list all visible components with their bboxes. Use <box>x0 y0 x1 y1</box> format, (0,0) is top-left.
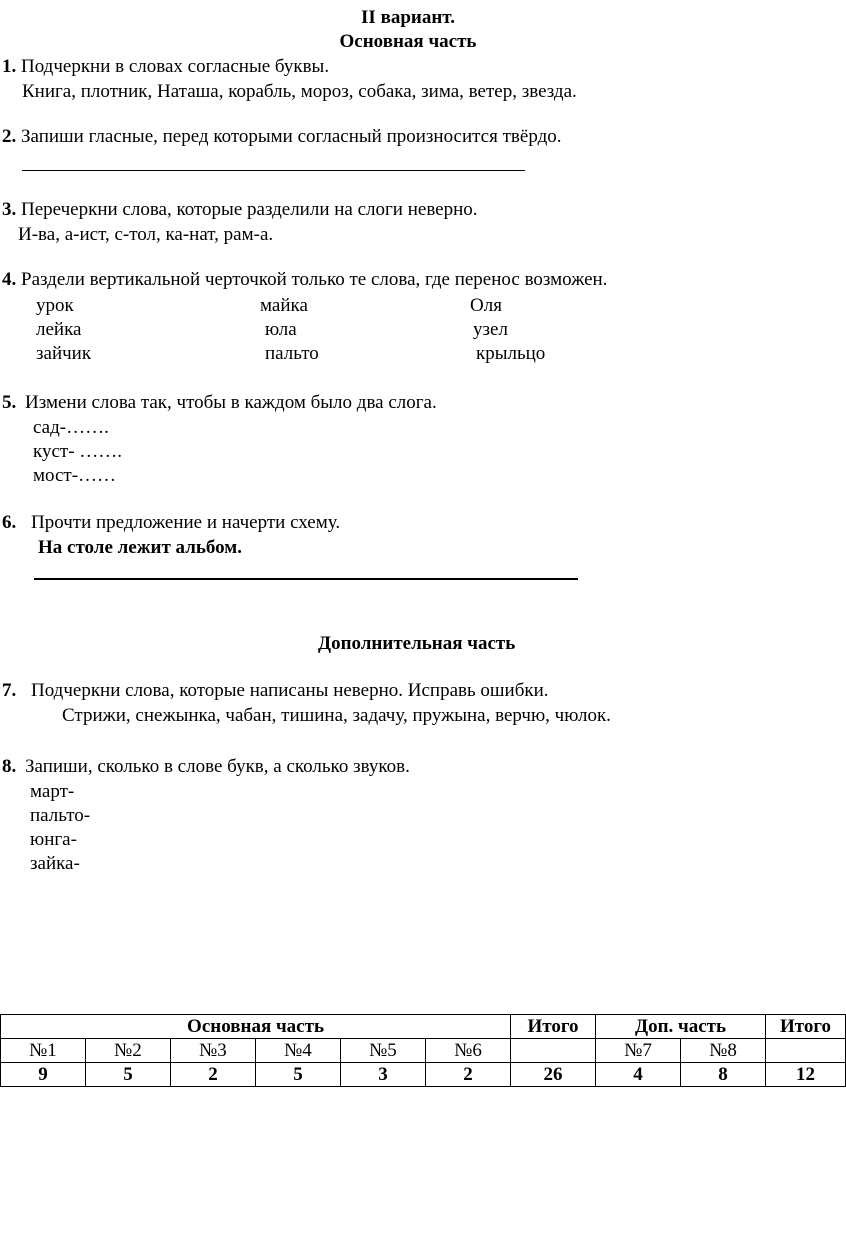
score-value: 12 <box>766 1063 846 1087</box>
task-2-number: 2. <box>2 126 17 147</box>
task-4-word: майка <box>260 295 308 316</box>
task-8-prompt <box>2 757 410 776</box>
task-4-word: юла <box>265 319 297 340</box>
score-value: 2 <box>426 1063 511 1087</box>
score-header-main: Основная часть <box>1 1015 511 1039</box>
task-5-item: сад-……. <box>33 417 109 438</box>
task-6-text: Прочти предложение и начерти схему. <box>31 512 341 533</box>
variant-title: II вариант. <box>361 7 455 28</box>
task-3-prompt <box>2 200 478 219</box>
task-4-word: урок <box>36 295 74 316</box>
task-5-number: 5. <box>2 392 17 413</box>
score-label: №8 <box>681 1039 766 1063</box>
score-table <box>0 1014 846 1087</box>
score-label: №7 <box>596 1039 681 1063</box>
score-label: №6 <box>426 1039 511 1063</box>
score-value: 5 <box>86 1063 171 1087</box>
task-6-scheme-line[interactable] <box>34 578 578 580</box>
score-value: 2 <box>171 1063 256 1087</box>
score-value: 4 <box>596 1063 681 1087</box>
task-8-text: Запиши, сколько в слове букв, а сколько звуков. <box>25 756 410 777</box>
extra-part-title: Дополнительная часть <box>318 633 516 654</box>
score-header-total: Итого <box>511 1015 596 1039</box>
task-3-text: Перечеркни слова, которые разделили на слоги неверно. <box>21 199 478 220</box>
task-1-prompt <box>2 57 329 76</box>
score-table-value-row <box>1 1063 846 1087</box>
task-5-item: мост-…… <box>33 465 117 486</box>
task-8-item: пальто- <box>30 805 91 826</box>
score-label: №1 <box>1 1039 86 1063</box>
task-2-prompt <box>2 127 561 146</box>
task-4-word: узел <box>473 319 508 340</box>
task-8-number: 8. <box>2 756 17 777</box>
task-4-word: лейка <box>36 319 82 340</box>
task-7-words: Стрижи, снежынка, чабан, тишина, задачу, пружына, верчю, чюлок. <box>62 705 611 726</box>
score-header-extra: Доп. часть <box>596 1015 766 1039</box>
task-6-sentence: На столе лежит альбом. <box>38 537 242 558</box>
task-8-item: зайка- <box>30 853 80 874</box>
task-6-prompt <box>2 513 340 532</box>
task-5-item: куст- ……. <box>33 441 123 462</box>
task-4-word: Оля <box>470 295 502 316</box>
task-1-words: Книга, плотник, Наташа, корабль, мороз, собака, зима, ветер, звезда. <box>22 81 577 102</box>
task-2-text: Запиши гласные, перед которыми согласный произносится твёрдо. <box>21 126 562 147</box>
score-label: №5 <box>341 1039 426 1063</box>
main-part-title: Основная часть <box>339 31 477 52</box>
score-value: 26 <box>511 1063 596 1087</box>
score-table-label-row <box>1 1039 846 1063</box>
task-5-text: Измени слова так, чтобы в каждом было два слога. <box>25 392 437 413</box>
task-7-text: Подчеркни слова, которые написаны неверно. Исправь ошибки. <box>31 680 549 701</box>
score-value: 5 <box>256 1063 341 1087</box>
task-7-prompt <box>2 681 549 700</box>
task-3-words: И-ва, а-ист, с-тол, ка-нат, рам-а. <box>18 224 274 245</box>
score-label <box>766 1039 846 1063</box>
score-label: №4 <box>256 1039 341 1063</box>
task-4-word: пальто <box>265 343 319 364</box>
task-7-number: 7. <box>2 680 17 701</box>
task-8-item: март- <box>30 781 75 802</box>
score-value: 3 <box>341 1063 426 1087</box>
score-label: №2 <box>86 1039 171 1063</box>
task-2-answer-line[interactable] <box>22 170 525 171</box>
task-6-number: 6. <box>2 512 17 533</box>
task-8-item: юнга- <box>30 829 77 850</box>
score-table-header-row <box>1 1015 846 1039</box>
task-5-prompt <box>2 393 437 412</box>
task-4-word: крыльцо <box>476 343 546 364</box>
task-4-word: зайчик <box>36 343 92 364</box>
score-value: 9 <box>1 1063 86 1087</box>
score-value: 8 <box>681 1063 766 1087</box>
score-label: №3 <box>171 1039 256 1063</box>
score-header-total2: Итого <box>766 1015 846 1039</box>
task-4-text: Раздели вертикальной черточкой только те слова, где перенос возможен. <box>21 269 608 290</box>
score-label <box>511 1039 596 1063</box>
task-1-text: Подчеркни в словах согласные буквы. <box>21 56 330 77</box>
task-4-prompt <box>2 270 607 289</box>
task-1-number: 1. <box>2 56 17 77</box>
task-4-number: 4. <box>2 269 17 290</box>
task-3-number: 3. <box>2 199 17 220</box>
